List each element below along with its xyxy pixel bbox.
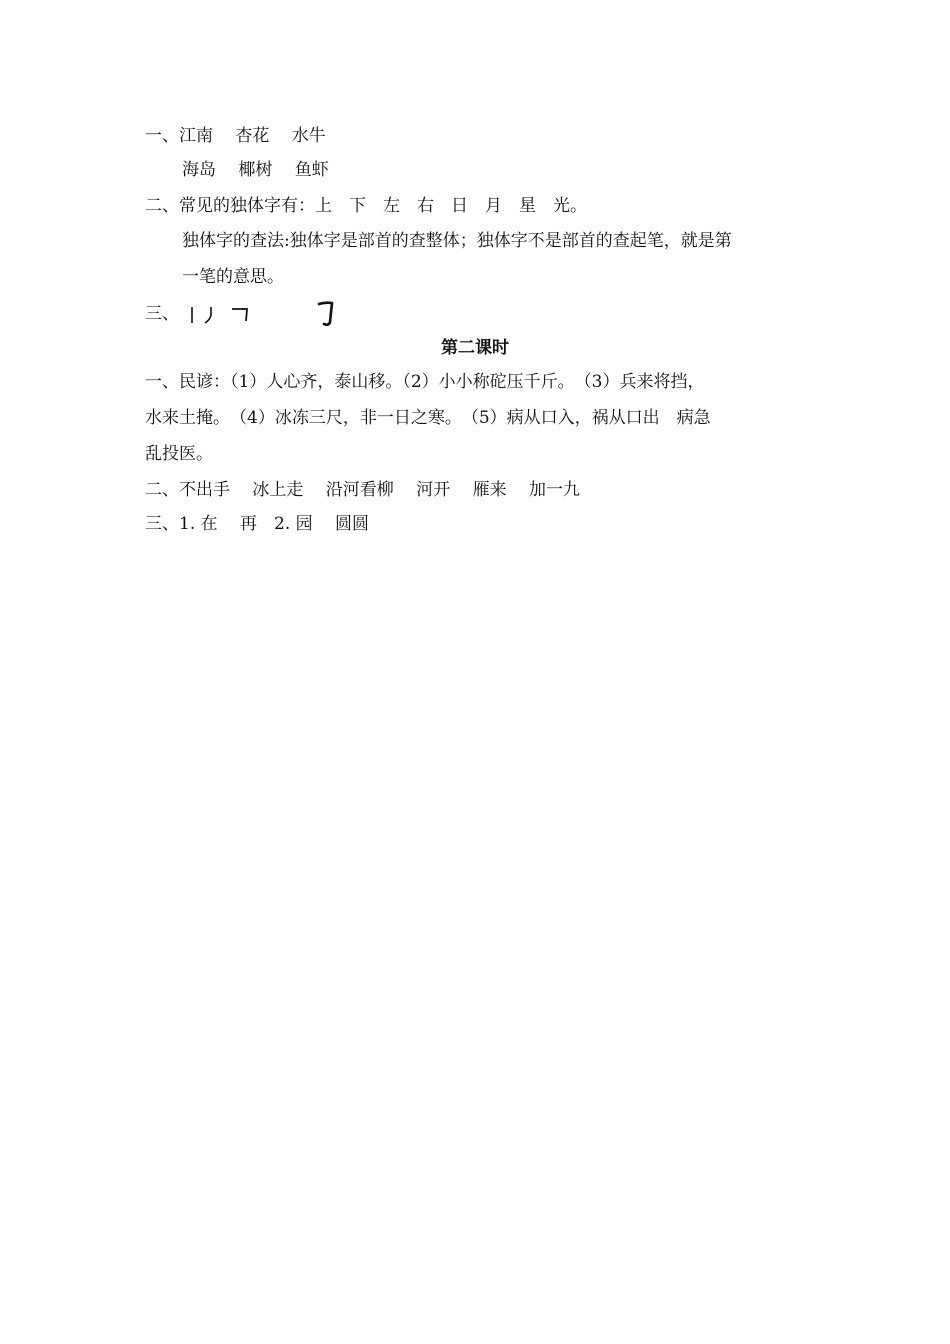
left-falling-stroke-icon [203, 306, 215, 324]
answer-1-line-2: 海岛 椰树 鱼虾 [182, 160, 329, 180]
part2-answer-1-line-2: 水来土掩。 （4）冰冻三尺，非一日之寒。 （5）病从口入，祸从口出 病急 [145, 408, 711, 428]
vertical-stroke-icon [189, 306, 195, 324]
part2-answer-2-line-1: 二、不出手 冰上走 沿河看柳 河开 雁来 加一九 [145, 480, 581, 500]
section-heading: 第二课时 [441, 338, 509, 358]
answer-2-line-1: 二、常见的独体字有：上 下 左 右 日 月 星 光。 [145, 196, 587, 216]
horizontal-turn-hook-stroke-icon [317, 300, 337, 328]
answer-1-line-1: 一、江南 杏花 水牛 [145, 126, 326, 146]
part2-answer-1-line-3: 乱投医。 [145, 444, 213, 464]
answer-2-line-3: 一笔的意思。 [182, 267, 284, 287]
part2-answer-3-line-1: 三、1. 在 再 2. 园 圆圆 [145, 514, 370, 534]
answer-2-line-2: 独体字的查法:独体字是部首的查整体；独体字不是部首的查起笔，就是第 [182, 231, 732, 251]
horizontal-turn-stroke-icon [231, 307, 249, 323]
part2-answer-1-line-1: 一、民谚：（1）人心齐，泰山移。（2）小小称砣压千斤。 （3）兵来将挡， [145, 372, 705, 392]
answer-3-label: 三、 [145, 304, 179, 324]
